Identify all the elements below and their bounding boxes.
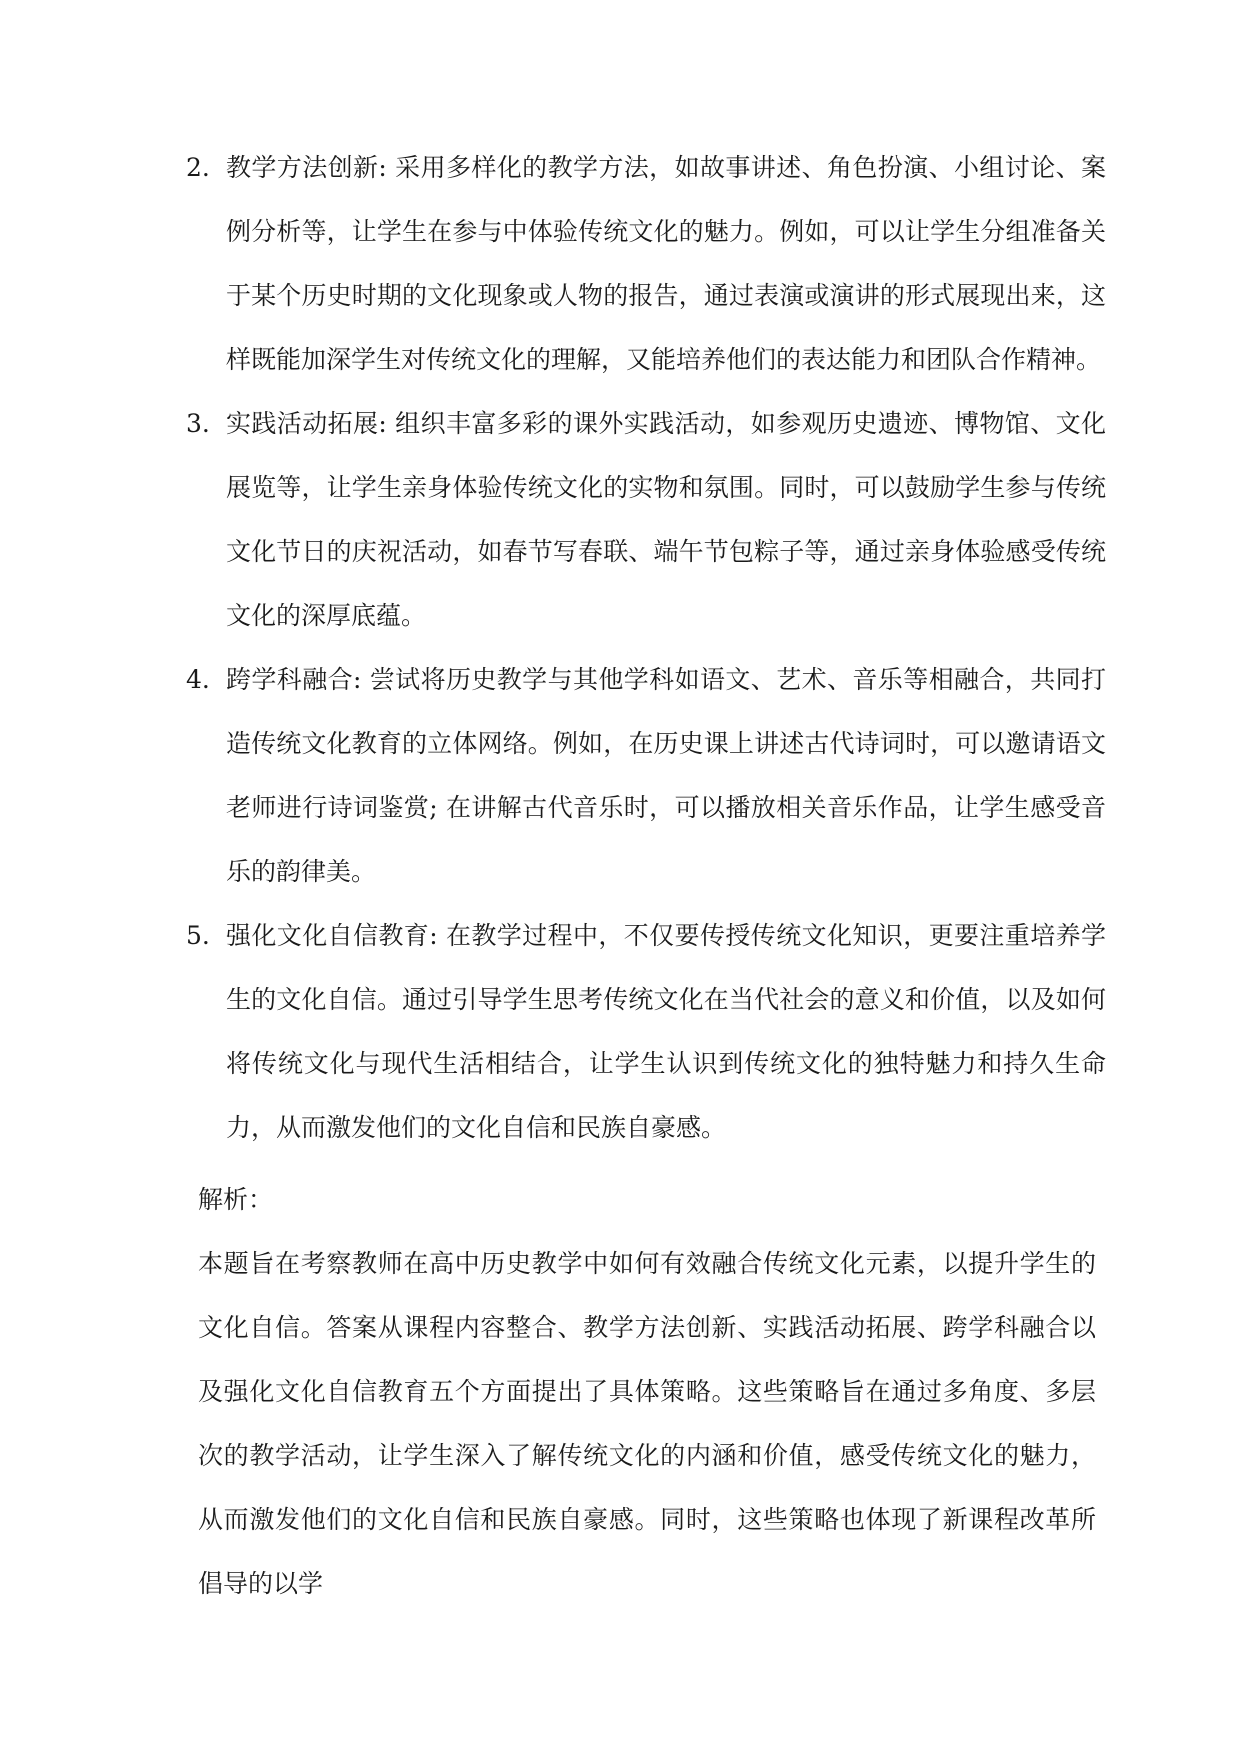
list-item-number: 3. (186, 409, 210, 438)
list-item (186, 648, 1106, 904)
list-item-number: 2. (186, 153, 210, 182)
list-item-text: 教学方法创新: 采用多样化的教学方法，如故事讲述、角色扮演、小组讨论、案例分析等，让学生在参与中体验传统文化的魅力。例如，可以让学生分组准备关于某个历史时期的文化现象或人物的报告，通过表演或演讲的形式展现出来，这样既能加深学生对传统文化的理解，又能培养他们的表达能力和团队合作精神。 (226, 153, 1106, 374)
analysis-section (198, 1168, 1096, 1616)
strategy-list (186, 136, 1106, 1160)
list-item-text: 实践活动拓展: 组织丰富多彩的课外实践活动，如参观历史遗迹、博物馆、文化展览等，让学生亲身体验传统文化的实物和氛围。同时，可以鼓励学生参与传统文化节日的庆祝活动，如春节写春联、端午节包粽子等，通过亲身体验感受传统文化的深厚底蕴。 (226, 409, 1106, 630)
analysis-heading: 解析： (198, 1185, 274, 1214)
list-item (186, 136, 1106, 392)
list-item (186, 904, 1106, 1160)
list-item-text: 跨学科融合: 尝试将历史教学与其他学科如语文、艺术、音乐等相融合，共同打造传统文化教育的立体网络。例如，在历史课上讲述古代诗词时，可以邀请语文老师进行诗词鉴赏; 在讲解古代音乐时，可以播放相关音乐作品，让学生感受音乐的韵律美。 (226, 665, 1106, 886)
list-item-number: 5. (186, 921, 210, 950)
list-item (186, 392, 1106, 648)
list-item-text: 强化文化自信教育: 在教学过程中，不仅要传授传统文化知识，更要注重培养学生的文化自信。通过引导学生思考传统文化在当代社会的意义和价值，以及如何将传统文化与现代生活相结合，让学生认识到传统文化的独特魅力和持久生命力，从而激发他们的文化自信和民族自豪感。 (226, 921, 1106, 1142)
list-item-number: 4. (186, 665, 210, 694)
analysis-body: 本题旨在考察教师在高中历史教学中如何有效融合传统文化元素，以提升学生的文化自信。答案从课程内容整合、教学方法创新、实践活动拓展、跨学科融合以及强化文化自信教育五个方面提出了具体策略。这些策略旨在通过多角度、多层次的教学活动，让学生深入了解传统文化的内涵和价值，感受传统文化的魅力，从而激发他们的文化自信和民族自豪感。同时，这些策略也体现了新课程改革所倡导的以学 (198, 1249, 1096, 1598)
